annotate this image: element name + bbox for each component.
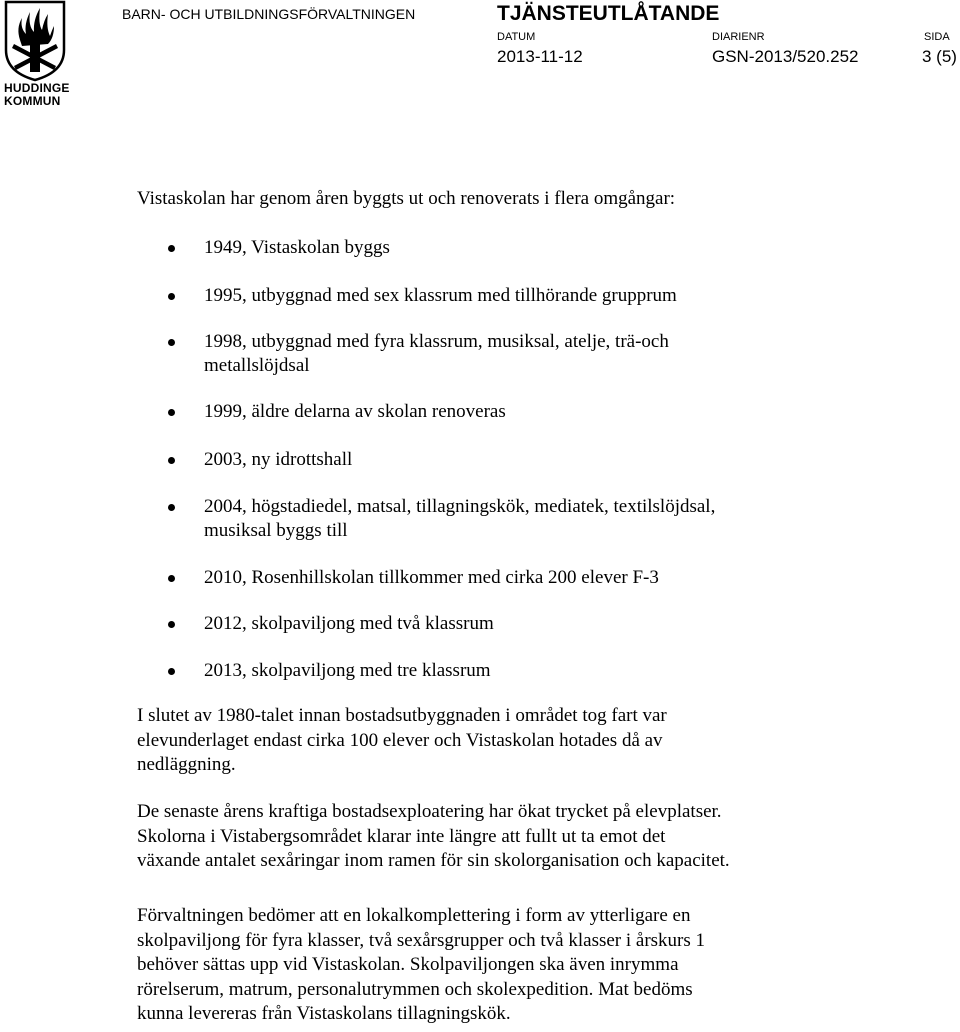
diarienr-label: DIARIENR xyxy=(712,31,765,43)
organization-name: BARN- OCH UTBILDNINGSFÖRVALTNINGEN xyxy=(122,6,416,22)
paragraph-line: rörelserum, matrum, personalutrymmen och skolexpedition. Mat bedöms xyxy=(137,978,693,1000)
page-value: 3 (5) xyxy=(922,47,957,66)
paragraph-line: kunna levereras från Vistaskolans tillagningskök. xyxy=(137,1003,511,1024)
paragraph-line: skolpaviljong för fyra klasser, två sexårsgrupper och två klasser i årskurs 1 xyxy=(137,929,706,951)
paragraph-line: Skolorna i Vistabergsområdet klarar inte längre att fullt ut ta emot det xyxy=(137,825,666,847)
paragraph-line: växande antalet sexåringar inom ramen för sin skolorganisation och kapacitet. xyxy=(137,850,730,871)
bullet-icon xyxy=(168,575,175,582)
paragraph-line: behöver sättas upp vid Vistaskolan. Skolpaviljongen ska även inrymma xyxy=(137,954,679,975)
logo-text-kommun: KOMMUN xyxy=(4,94,61,108)
paragraph-line: De senaste årens kraftiga bostadsexploatering har ökat trycket på elevplatser. xyxy=(137,801,722,822)
bullet-icon xyxy=(168,621,175,628)
paragraph-line: I slutet av 1980-talet innan bostadsutbyggnaden i området tog fart var xyxy=(137,705,667,726)
paragraph-proposal xyxy=(137,904,857,1027)
logo-text-huddinge: HUDDINGE xyxy=(4,81,70,95)
document-type: TJÄNSTEUTLÅTANDE xyxy=(497,2,720,25)
diarienr-value: GSN-2013/520.252 xyxy=(712,47,859,66)
page-label: SIDA xyxy=(924,31,950,43)
bullet-icon xyxy=(168,668,175,675)
paragraph-history xyxy=(137,704,857,778)
bullet-icon xyxy=(168,339,175,346)
bullet-icon xyxy=(168,245,175,252)
paragraph-line: Förvaltningen bedömer att en lokalkomplettering i form av ytterligare en xyxy=(137,905,691,926)
date-label: DATUM xyxy=(497,31,536,43)
huddinge-crest-icon xyxy=(0,0,70,82)
bullet-icon xyxy=(168,409,175,416)
paragraph-pressure xyxy=(137,800,857,874)
bullet-icon xyxy=(168,504,175,511)
bullet-icon xyxy=(168,293,175,300)
date-value: 2013-11-12 xyxy=(497,47,583,66)
intro-text: Vistaskolan har genom åren byggts ut och renoverats i flera omgångar: xyxy=(137,188,676,209)
bullet-icon xyxy=(168,457,175,464)
huddinge-logo xyxy=(0,0,70,108)
paragraph-line: nedläggning. xyxy=(137,754,236,775)
paragraph-line: elevunderlaget endast cirka 100 elever och Vistaskolan hotades då av xyxy=(137,729,663,751)
